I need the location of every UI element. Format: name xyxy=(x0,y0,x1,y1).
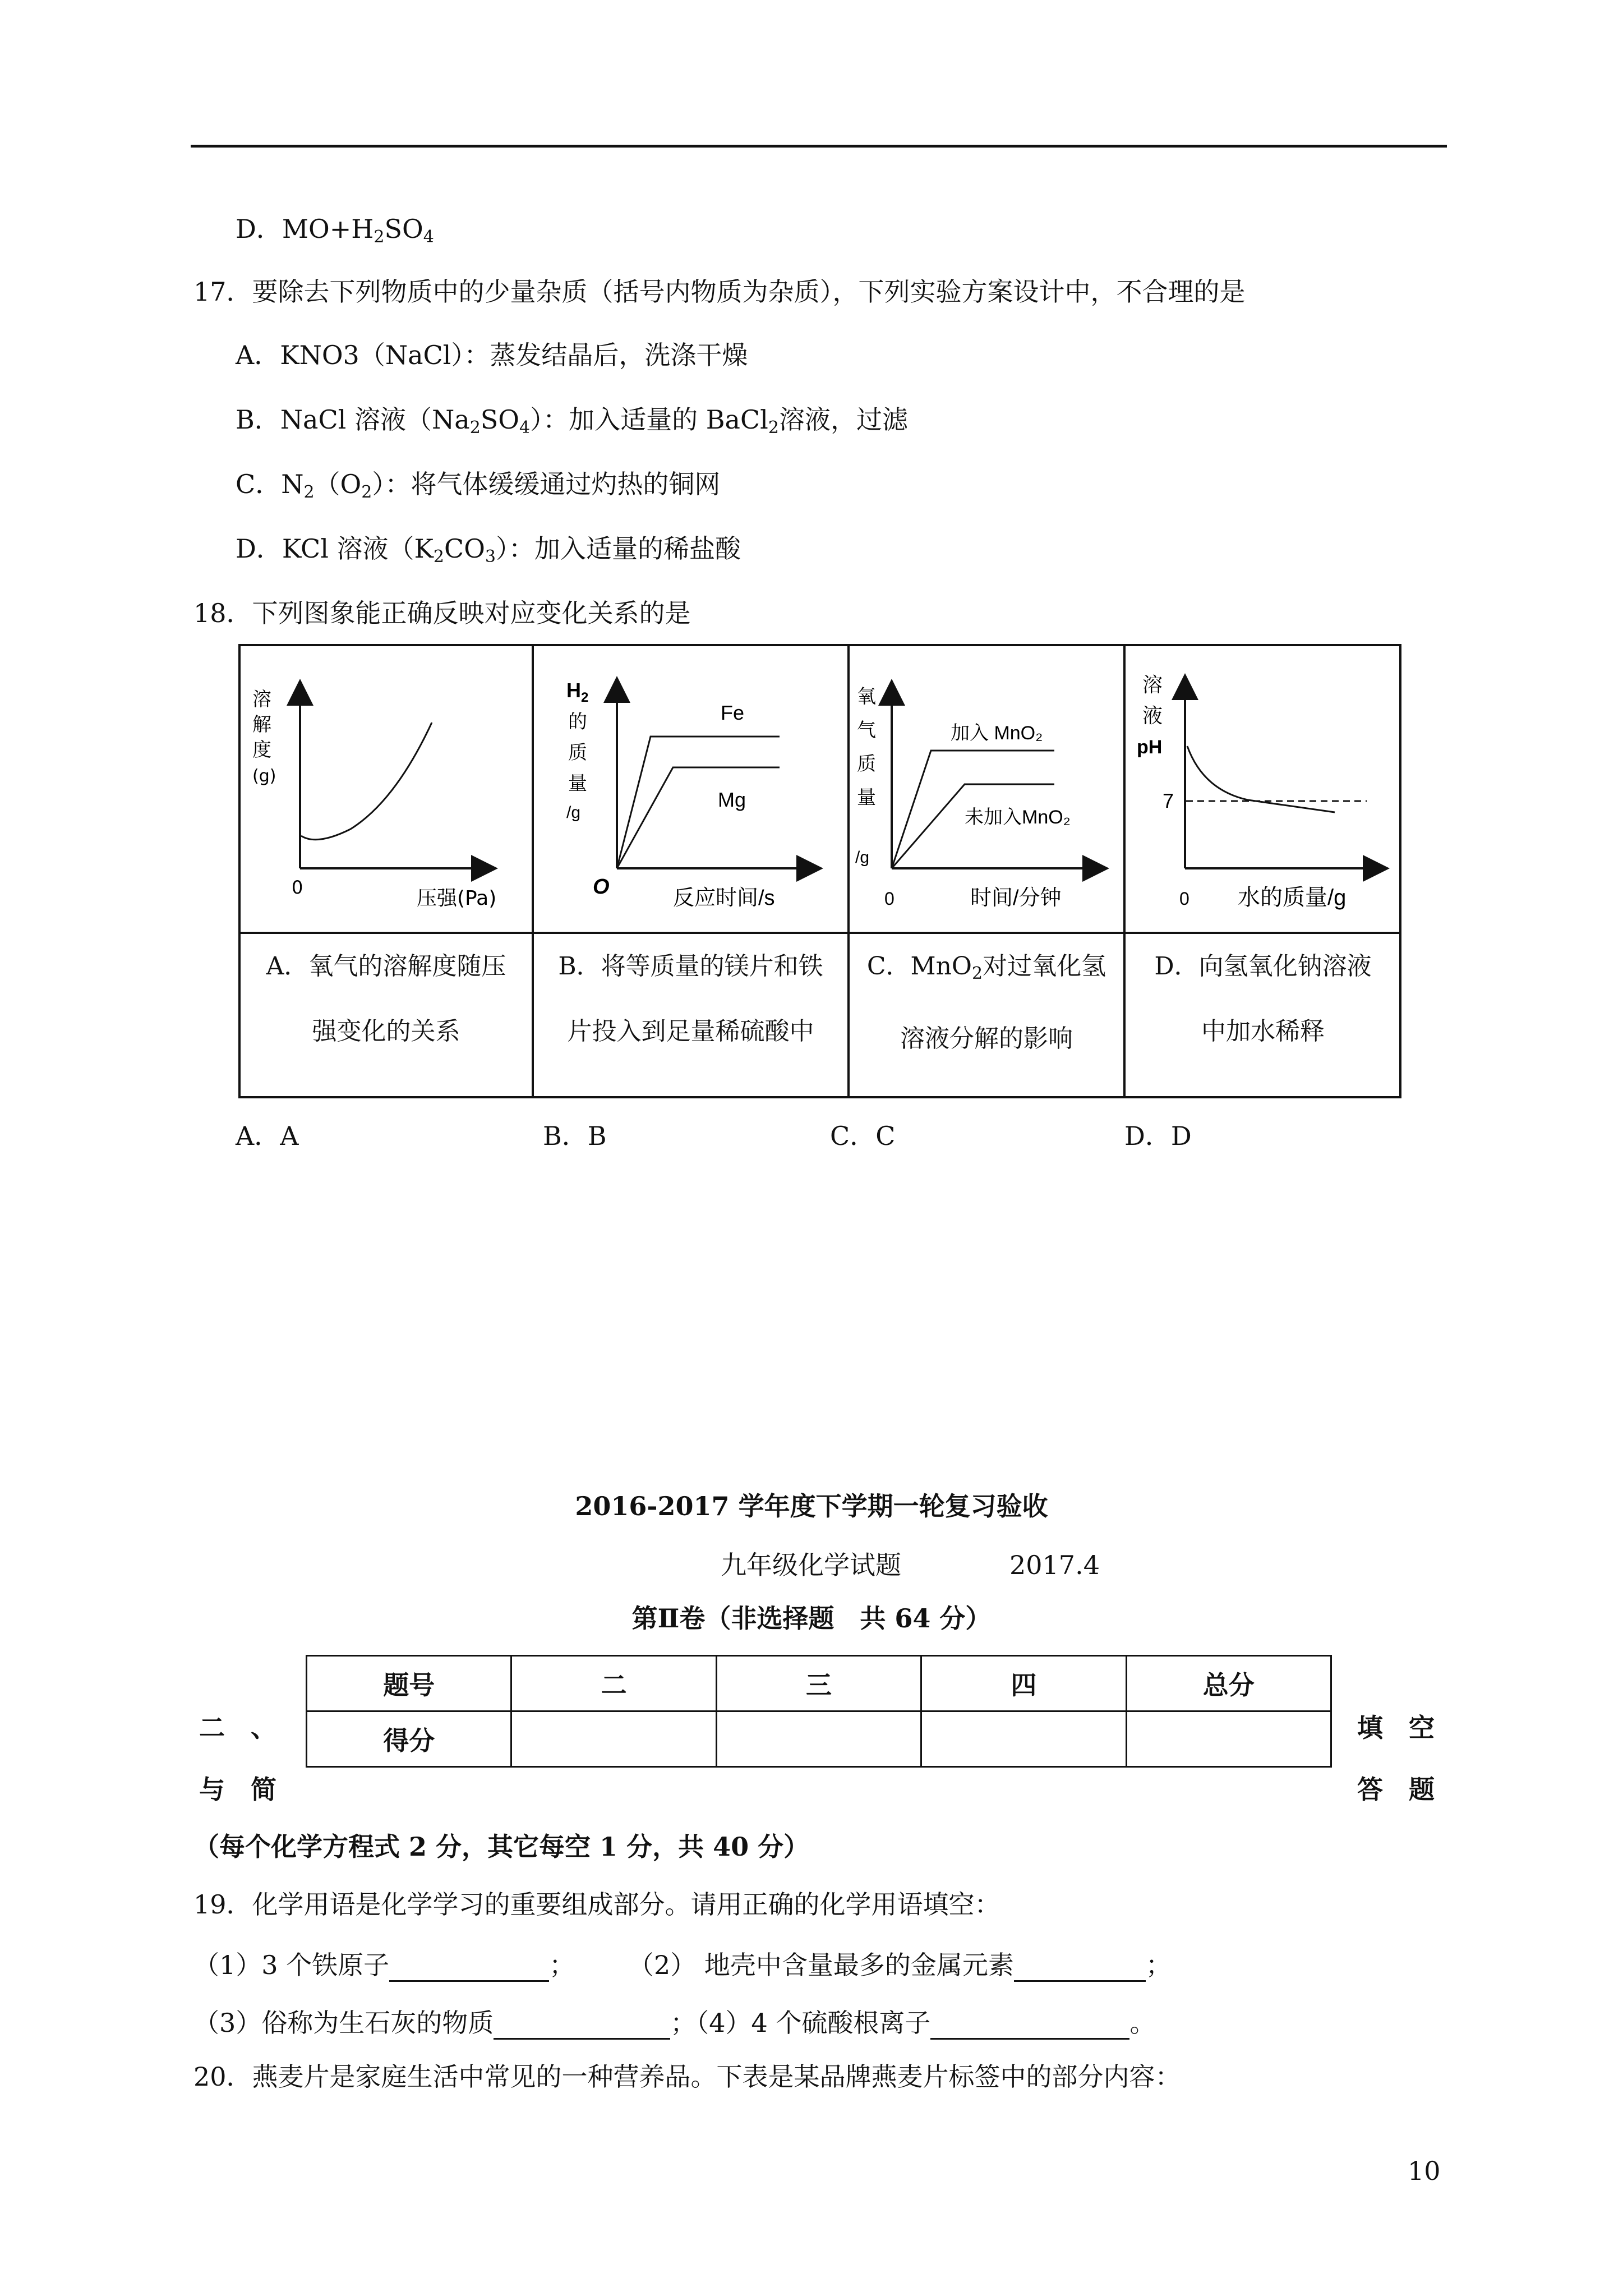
score-input-cell-total[interactable] xyxy=(1126,1711,1331,1767)
q19-line1: （1）3 个铁原子 ； xyxy=(193,1947,575,1982)
graph-d-xlabel: 水的质量/g xyxy=(1238,885,1347,910)
score-table-header-row xyxy=(307,1656,1331,1711)
graph-b xyxy=(566,679,819,910)
part2-left-2: 与 简 xyxy=(199,1774,276,1805)
graph-b-mg-label: Mg xyxy=(718,788,746,811)
q17-stem: 17．要除去下列物质中的少量杂质（括号内物质为杂质），下列实验方案设计中，不合理的是 xyxy=(193,277,1246,307)
section-subtitle: 九年级化学试题 xyxy=(721,1550,901,1580)
graph-d-curve xyxy=(1187,746,1335,812)
q17-option-c: C．$N_2(O_2)$：将气体缓缓通过灼热的铜网 xyxy=(236,469,721,502)
q18-choice-a: A．A xyxy=(236,1121,299,1151)
graph-b-ylabel-4: /g xyxy=(566,803,581,822)
q17-option-a: A．KNO3（NaCl）：蒸发结晶后，洗涤干燥 xyxy=(236,340,748,370)
graph-c-without-label: 未加入MnO₂ xyxy=(965,807,1071,828)
score-header-cell: 二 xyxy=(511,1656,716,1711)
graph-b-fe-label: Fe xyxy=(721,701,745,724)
q19-line1b: （2） 地壳中含量最多的金属元素 ； xyxy=(628,1947,1172,1982)
score-header-cell: 三 xyxy=(716,1656,921,1711)
caption-d: D．向氢氧化钠溶液 中加水稀释 xyxy=(1154,952,1372,1046)
graph-c-with-label: 加入 MnO₂ xyxy=(951,723,1043,744)
graph-a-curve xyxy=(301,723,432,840)
caption-b: B．将等质量的镁片和铁 片投入到足量稀硫酸中 xyxy=(558,952,823,1046)
section-volume: 第Ⅱ卷（非选择题 共 64 分） xyxy=(631,1603,992,1634)
graph-c-ylabel-4: 量 xyxy=(857,787,876,808)
graph-c-origin: 0 xyxy=(884,889,895,909)
graph-c-ylabel-2: 气 xyxy=(857,720,876,741)
graph-d-origin: 0 xyxy=(1179,889,1189,909)
score-input-cell-3[interactable] xyxy=(716,1711,921,1767)
graph-c xyxy=(855,683,1105,910)
q18-choice-c: C．C xyxy=(830,1121,896,1151)
graph-d-ylabel-1: 溶 xyxy=(1142,673,1163,696)
q17-option-d: D．KCl 溶液$(K_2CO_3)$：加入适量的稀盐酸 xyxy=(236,533,741,567)
q18-choice-d: D．D xyxy=(1124,1121,1192,1151)
graph-a-origin: 0 xyxy=(292,877,303,898)
section-title: 2016-2017 学年度下学期一轮复习验收 xyxy=(575,1491,1048,1521)
page-number: 10 xyxy=(1408,2156,1441,2186)
answer-blank-3[interactable] xyxy=(494,2004,670,2040)
graph-a xyxy=(252,683,496,910)
graph-a-ylabel-4: (g) xyxy=(252,766,276,786)
score-header-cell: 题号 xyxy=(307,1656,511,1711)
score-header-cell: 四 xyxy=(921,1656,1126,1711)
q17-option-b: B．NaCl 溶液$(Na_2SO_4)$：加入适量的 BaCl$_2$溶液，过滤 xyxy=(236,404,908,438)
answer-blank-2[interactable] xyxy=(1014,1947,1146,1982)
top-rule xyxy=(191,145,1447,148)
q20-stem: 20．燕麦片是家庭生活中常见的一种营养品。下表是某品牌燕麦片标签中的部分内容： xyxy=(193,2062,1181,2092)
graph-a-ylabel-3: 度 xyxy=(252,739,271,761)
graph-b-ylabel-top: $H_2$ xyxy=(566,679,589,705)
caption-a: A．氧气的溶解度随压 强变化的关系 xyxy=(266,952,506,1046)
graph-d xyxy=(1137,673,1385,910)
graph-b-fe-line xyxy=(617,737,780,868)
part2-right-2: 答 题 xyxy=(1357,1774,1435,1805)
part2-note: （每个化学方程式 2 分，其它每空 1 分，共 40 分） xyxy=(193,1832,810,1862)
part2-right-1: 填 空 xyxy=(1357,1713,1435,1743)
q16-option-d: D．$MO+H_2SO_4$ xyxy=(236,214,434,247)
graph-b-mg-line xyxy=(617,767,780,868)
graph-d-ref-value: 7 xyxy=(1163,789,1174,812)
score-input-cell-4[interactable] xyxy=(921,1711,1126,1767)
score-input-cell-2[interactable] xyxy=(511,1711,716,1767)
section-date: 2017.4 xyxy=(1009,1550,1100,1580)
graph-a-xlabel: 压强(Pa) xyxy=(417,887,497,910)
score-header-cell: 总分 xyxy=(1126,1656,1331,1711)
graph-b-ylabel-2: 质 xyxy=(568,742,587,763)
graph-d-ylabel-3: pH xyxy=(1137,737,1163,758)
graph-c-ylabel-3: 质 xyxy=(857,753,876,775)
q19-line2: （3）俗称为生石灰的物质 ；（4）4 个硫酸根离子 。 xyxy=(193,2004,1155,2040)
score-table xyxy=(306,1655,1332,1768)
graph-b-ylabel-1: 的 xyxy=(568,711,587,733)
part2-left-1: 二 、 xyxy=(199,1713,276,1743)
graph-d-ylabel-2: 液 xyxy=(1142,704,1163,727)
graph-b-ylabel-3: 量 xyxy=(568,773,587,794)
graph-a-ylabel-2: 解 xyxy=(252,714,271,736)
graph-c-ylabel-5: /g xyxy=(855,848,870,867)
answer-blank-4[interactable] xyxy=(930,2004,1129,2040)
answer-blank-1[interactable] xyxy=(389,1947,549,1982)
caption-c: C．MnO$_2$对过氧化氢 溶液分解的影响 xyxy=(866,952,1106,1053)
q19-stem: 19．化学用语是化学学习的重要组成部分。请用正确的化学用语填空： xyxy=(193,1889,1000,1920)
score-table-score-row xyxy=(307,1711,1331,1767)
graph-a-ylabel-1: 溶 xyxy=(252,688,271,711)
q18-graph-table xyxy=(238,644,1401,1098)
q18-choice-b: B．B xyxy=(543,1121,607,1151)
graph-c-ylabel-1: 氧 xyxy=(857,686,876,707)
score-row-label: 得分 xyxy=(307,1711,511,1767)
graph-b-xlabel: 反应时间/s xyxy=(673,886,775,910)
graph-c-xlabel: 时间/分钟 xyxy=(970,886,1062,910)
q18-stem: 18．下列图象能正确反映对应变化关系的是 xyxy=(193,598,691,628)
graph-b-origin: O xyxy=(593,875,610,899)
